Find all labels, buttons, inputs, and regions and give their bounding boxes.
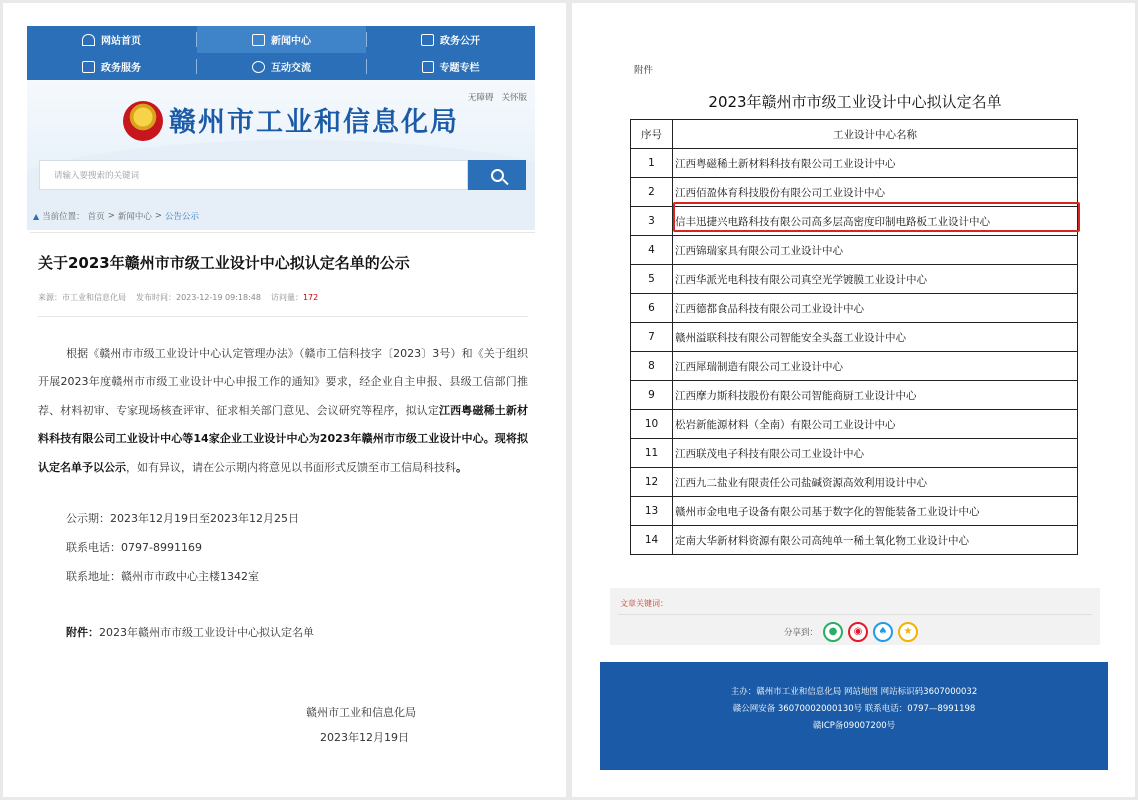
nav-interaction[interactable] — [197, 53, 366, 80]
nav-gov-open-label: 政务公开 — [440, 36, 480, 47]
row-center-name: 江西佰盈体育科技股份有限公司工业设计中心 — [673, 178, 1078, 207]
table-row — [631, 352, 1078, 381]
highlight-annotation — [673, 202, 1080, 232]
chat-icon — [252, 61, 265, 73]
contact-phone: 联系电话：0797-8991169 — [66, 541, 202, 554]
table-row — [631, 410, 1078, 439]
column-header-name: 工业设计中心名称 — [673, 120, 1078, 149]
row-center-name: 江西锦瑞家具有限公司工业设计中心 — [673, 236, 1078, 265]
article-body — [38, 340, 528, 482]
breadcrumb-home[interactable]: 首页 — [87, 212, 105, 222]
home-icon — [82, 34, 95, 46]
weibo-icon[interactable]: ◉ — [848, 622, 868, 642]
breadcrumb — [33, 210, 199, 222]
attachment-title: 2023年赣州市市级工业设计中心拟认定名单 — [708, 93, 1002, 111]
site-footer — [600, 662, 1108, 770]
table-row — [631, 149, 1078, 178]
divider — [30, 232, 535, 233]
attachment-label: 附件： — [66, 626, 99, 639]
qq-icon[interactable]: ♠ — [873, 622, 893, 642]
row-index: 14 — [631, 526, 673, 555]
nav-special[interactable] — [366, 53, 535, 80]
row-index: 3 — [631, 207, 673, 236]
nav-gov-service-label: 政务服务 — [101, 63, 141, 74]
banner-links — [468, 91, 527, 103]
nav-gov-open[interactable] — [366, 26, 535, 53]
row-center-name: 赣州市金电电子设备有限公司基于数字化的智能装备工业设计中心 — [673, 497, 1078, 526]
attachment-link[interactable]: 2023年赣州市市级工业设计中心拟认定名单 — [99, 626, 314, 639]
nav-interaction-label: 互动交流 — [271, 63, 311, 74]
row-index: 13 — [631, 497, 673, 526]
row-index: 8 — [631, 352, 673, 381]
row-index: 9 — [631, 381, 673, 410]
row-center-name: 信丰迅捷兴电路科技有限公司高多层高密度印制电路板工业设计中心 — [673, 207, 1078, 236]
table-row — [631, 323, 1078, 352]
footer-line-2: 赣公网安备 36070002000130号 联系电话：0797—8991198 — [732, 704, 976, 714]
nav-gov-service[interactable] — [27, 53, 196, 80]
article-source: 来源：市工业和信息化局 — [38, 293, 126, 302]
article-paragraph-bold: 江西粤磁稀土新材料科技有限公司工业设计中心等14家企业工业设计中心为2023年赣州市市级工业设计中心。现将拟认定名单予以公示 — [38, 403, 529, 474]
table-row — [631, 468, 1078, 497]
national-emblem-icon — [123, 101, 163, 141]
site-banner — [27, 80, 535, 230]
article-meta — [38, 292, 318, 303]
row-center-name: 江西九二盐业有限责任公司盐碱资源高效利用设计中心 — [673, 468, 1078, 497]
footer-line-3: 赣ICP备09007200号 — [812, 721, 896, 731]
row-index: 10 — [631, 410, 673, 439]
table-row — [631, 526, 1078, 555]
row-center-name: 江西摩力斯科技股份有限公司智能商厨工业设计中心 — [673, 381, 1078, 410]
accessibility-link[interactable]: 无障碍 — [467, 93, 494, 103]
views-count: 172 — [302, 293, 319, 302]
notice-period: 公示期：2023年12月19日至2023年12月25日 — [66, 512, 299, 525]
article-paragraph-1: 根据《赣州市市级工业设计中心认定管理办法》（赣市工信科技字〔2023〕3号）和《关于组织开展2023年度赣州市市级工业设计中心申报工作的通知》要求，经企业自主申报、县级工信部门推荐、材料初审、专家现场核查评审、征求相关部门意见、会议研究等程序，拟认定 — [38, 347, 528, 417]
row-center-name: 定南大华新材料资源有限公司高纯单一稀土氧化物工业设计中心 — [673, 526, 1078, 555]
monitor-icon — [82, 61, 95, 73]
keyword-bar — [610, 588, 1100, 645]
views-label: 访问量： — [270, 293, 303, 302]
row-index: 7 — [631, 323, 673, 352]
table-header-row — [631, 120, 1078, 149]
table-row — [631, 236, 1078, 265]
home-icon: ▲ — [33, 211, 40, 221]
row-index: 2 — [631, 178, 673, 207]
row-index: 4 — [631, 236, 673, 265]
row-index: 5 — [631, 265, 673, 294]
qzone-icon[interactable]: ★ — [898, 622, 918, 642]
nav-home-label: 网站首页 — [101, 36, 141, 47]
keywords-label: 文章关键词： — [620, 599, 668, 608]
row-index: 12 — [631, 468, 673, 497]
search-icon — [491, 169, 504, 182]
signature-date: 2023年12月19日 — [320, 731, 409, 744]
row-center-name: 江西德都食品科技有限公司工业设计中心 — [673, 294, 1078, 323]
share-label: 分享到： — [784, 628, 819, 638]
nav-special-label: 专题专栏 — [439, 63, 480, 74]
news-icon — [252, 34, 265, 46]
row-center-name: 江西华派光电科技有限公司真空光学镀膜工业设计中心 — [673, 265, 1078, 294]
article-views — [271, 292, 318, 303]
column-header-index: 序号 — [631, 120, 673, 149]
document-icon — [421, 34, 434, 46]
search-button[interactable] — [468, 160, 526, 190]
article-paragraph-end: 。 — [456, 460, 467, 474]
breadcrumb-current[interactable]: 公告公示 — [164, 212, 199, 222]
row-index: 11 — [631, 439, 673, 468]
article-title: 关于2023年赣州市市级工业设计中心拟认定名单的公示 — [38, 254, 410, 272]
search-input[interactable] — [39, 160, 468, 190]
article-paragraph-2: ，如有异议，请在公示期内将意见以书面形式反馈至市工信局科技科 — [126, 460, 456, 474]
attachment-panel — [572, 3, 1135, 797]
article-publish-time: 发布时间：2023-12-19 09:18:48 — [136, 293, 261, 302]
attachment-line — [66, 624, 314, 640]
row-center-name: 赣州溢联科技有限公司智能安全头盔工业设计中心 — [673, 323, 1078, 352]
nav-home[interactable] — [27, 26, 196, 53]
attachment-heading-label: 附件 — [634, 65, 654, 76]
row-center-name: 江西联茂电子科技有限公司工业设计中心 — [673, 439, 1078, 468]
nav-news[interactable] — [197, 26, 366, 53]
breadcrumb-separator: > — [107, 211, 115, 221]
breadcrumb-separator: > — [154, 211, 162, 221]
row-index: 1 — [631, 149, 673, 178]
nav-news-label: 新闻中心 — [271, 36, 311, 47]
table-row — [631, 294, 1078, 323]
elderly-mode-link[interactable]: 关怀版 — [501, 93, 527, 103]
contact-address: 联系地址：赣州市市政中心主楼1342室 — [66, 570, 259, 583]
table-row — [631, 497, 1078, 526]
table-row — [631, 265, 1078, 294]
wechat-icon[interactable]: ● — [823, 622, 843, 642]
row-center-name: 江西犀瑞制造有限公司工业设计中心 — [673, 352, 1078, 381]
row-center-name: 松岩新能源材料（全南）有限公司工业设计中心 — [673, 410, 1078, 439]
breadcrumb-news[interactable]: 新闻中心 — [117, 212, 152, 222]
divider — [38, 316, 528, 317]
table-row — [631, 439, 1078, 468]
divider — [618, 614, 1092, 615]
search-placeholder: 请输入要搜索的关键词 — [54, 171, 140, 181]
signature-org: 赣州市工业和信息化局 — [306, 706, 416, 719]
table-row — [631, 381, 1078, 410]
share-bar — [784, 622, 918, 642]
footer-line-1: 主办：赣州市工业和信息化局 网站地图 网站标识码3607000032 — [730, 687, 978, 697]
row-center-name: 江西粤磁稀土新材料科技有限公司工业设计中心 — [673, 149, 1078, 178]
designation-table — [630, 119, 1078, 555]
grid-icon — [422, 61, 434, 73]
breadcrumb-prefix: 当前位置： — [42, 212, 85, 222]
site-title: 赣州市工业和信息化局 — [169, 107, 459, 138]
row-index: 6 — [631, 294, 673, 323]
main-nav — [27, 26, 535, 80]
